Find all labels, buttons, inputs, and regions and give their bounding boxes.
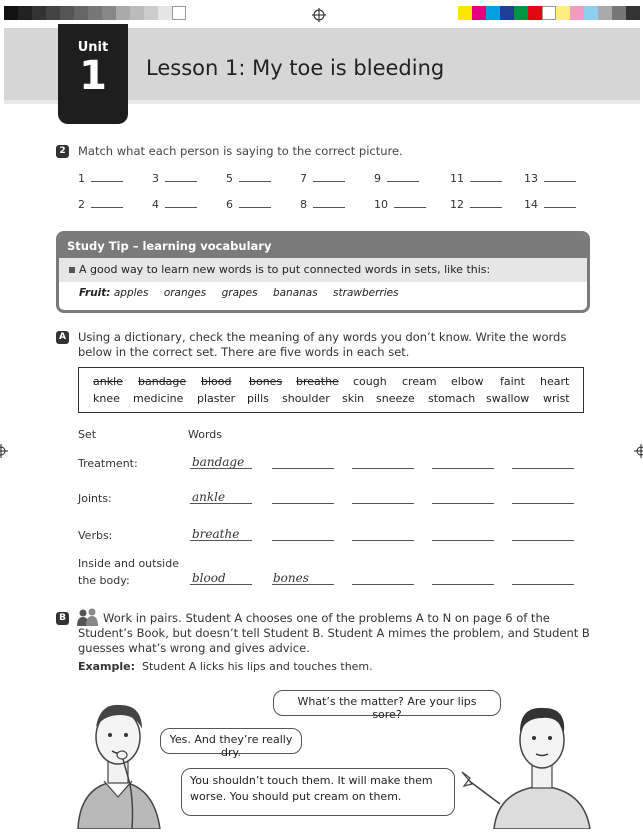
student-b-illustration bbox=[454, 700, 614, 833]
answer-line[interactable] bbox=[190, 503, 252, 504]
answer-line[interactable] bbox=[512, 503, 574, 504]
answer-line[interactable] bbox=[190, 468, 252, 469]
word-bank-word: blood bbox=[201, 375, 232, 388]
answer-line[interactable] bbox=[432, 503, 494, 504]
speech-bubble-reply bbox=[160, 728, 302, 759]
exercise-2-badge: 2 bbox=[56, 145, 69, 158]
answer-line[interactable] bbox=[432, 468, 494, 469]
exercise-b-badge: B bbox=[56, 612, 69, 625]
answer-line[interactable] bbox=[432, 584, 494, 585]
word-bank-word: stomach bbox=[428, 392, 476, 405]
answer-line[interactable] bbox=[272, 503, 334, 504]
exercise-a-instruction-2: below in the correct set. There are five words in each set. bbox=[78, 345, 410, 359]
word-bank-word: swallow bbox=[486, 392, 530, 405]
word-bank-word: wrist bbox=[543, 392, 570, 405]
word-bank-word: heart bbox=[540, 375, 570, 388]
answer-blank[interactable]: 5 bbox=[226, 171, 271, 185]
answer-blank[interactable]: 10 bbox=[374, 197, 426, 211]
answer-blank[interactable]: 11 bbox=[450, 171, 502, 185]
handwritten-answer: breathe bbox=[192, 527, 240, 541]
exercise-2-instruction: Match what each person is saying to the correct picture. bbox=[78, 144, 403, 158]
print-color-bar bbox=[458, 6, 640, 20]
answer-line[interactable] bbox=[352, 540, 414, 541]
bubble-advice-line-2: worse. You should put cream on them. bbox=[190, 790, 402, 803]
speech-bubble-question bbox=[273, 690, 501, 721]
registration-mark-icon bbox=[0, 443, 8, 462]
fruit-word: strawberries bbox=[333, 287, 399, 299]
unit-tab bbox=[58, 24, 128, 124]
answer-blank[interactable]: 9 bbox=[374, 171, 419, 185]
fruit-label: Fruit: bbox=[79, 287, 111, 299]
unit-number: 1 bbox=[79, 53, 107, 99]
answer-blank[interactable]: 4 bbox=[152, 197, 197, 211]
word-bank-word: sneeze bbox=[376, 392, 415, 405]
word-bank-word: skin bbox=[342, 392, 365, 405]
answer-line[interactable] bbox=[190, 540, 252, 541]
example-line bbox=[78, 660, 373, 673]
word-bank-word: bones bbox=[249, 375, 283, 388]
answer-blank[interactable]: 13 bbox=[524, 171, 576, 185]
bubble-question-text: What’s the matter? Are your lips sore? bbox=[297, 695, 477, 721]
column-header-words: Words bbox=[188, 428, 223, 441]
word-bank-word: cream bbox=[402, 375, 437, 388]
answer-blank[interactable]: 2 bbox=[78, 197, 123, 211]
word-bank-word: medicine bbox=[133, 392, 184, 405]
handwritten-answer: ankle bbox=[192, 490, 226, 504]
answer-blank[interactable]: 1 bbox=[78, 171, 123, 185]
fruit-example bbox=[79, 287, 411, 299]
fruit-word: bananas bbox=[272, 287, 318, 299]
set-label: the body: bbox=[78, 574, 130, 587]
handwritten-answer: blood bbox=[192, 571, 226, 585]
word-bank bbox=[78, 367, 584, 413]
word-bank-word: ankle bbox=[93, 375, 123, 388]
answer-blank[interactable]: 14 bbox=[524, 197, 576, 211]
answer-line[interactable] bbox=[272, 584, 334, 585]
answer-line[interactable] bbox=[272, 540, 334, 541]
registration-mark-icon bbox=[312, 7, 326, 26]
word-bank-word: faint bbox=[500, 375, 525, 388]
fruit-word: oranges bbox=[163, 287, 207, 299]
answer-blank[interactable]: 12 bbox=[450, 197, 502, 211]
registration-mark-icon bbox=[634, 443, 643, 462]
example-text: Student A licks his lips and touches them. bbox=[142, 660, 373, 673]
answer-blank[interactable]: 7 bbox=[300, 171, 345, 185]
word-bank-word: bandage bbox=[138, 375, 187, 388]
set-label: Treatment: bbox=[78, 457, 138, 470]
answer-blank[interactable]: 3 bbox=[152, 171, 197, 185]
study-tip-box bbox=[56, 231, 590, 313]
speech-bubble-advice bbox=[181, 768, 455, 816]
answer-line[interactable] bbox=[432, 540, 494, 541]
answer-line[interactable] bbox=[512, 584, 574, 585]
set-label: Inside and outside bbox=[78, 557, 179, 570]
student-a-illustration bbox=[70, 697, 166, 833]
word-bank-word: breathe bbox=[296, 375, 339, 388]
fruit-word: apples bbox=[113, 287, 149, 299]
bubble-advice-line-1: You shouldn’t touch them. It will make them bbox=[190, 774, 433, 787]
bubble-reply-text: Yes. And they’re really dry. bbox=[169, 733, 293, 759]
page-title: Lesson 1: My toe is bleeding bbox=[146, 56, 445, 80]
exercise-a-badge: A bbox=[56, 331, 69, 344]
study-tip-heading: Study Tip – learning vocabulary bbox=[59, 234, 587, 258]
study-tip-text: A good way to learn new words is to put connected words in sets, like this: bbox=[79, 263, 491, 276]
set-label: Verbs: bbox=[78, 529, 113, 542]
word-bank-word: plaster bbox=[197, 392, 236, 405]
answer-line[interactable] bbox=[512, 468, 574, 469]
exercise-a-instruction-1: Using a dictionary, check the meaning of any words you don’t know. Write the words bbox=[78, 330, 567, 344]
answer-blank[interactable]: 6 bbox=[226, 197, 271, 211]
word-bank-word: cough bbox=[353, 375, 387, 388]
exercise-b-line-3: guesses what’s wrong and gives advice. bbox=[78, 641, 310, 655]
answer-line[interactable] bbox=[352, 584, 414, 585]
word-bank-word: shoulder bbox=[282, 392, 330, 405]
exercise-b-line-1: Work in pairs. Student A chooses one of the problems A to N on page 6 of the bbox=[103, 611, 550, 625]
bullet-icon bbox=[69, 267, 75, 273]
handwritten-answer: bones bbox=[273, 571, 309, 585]
answer-blank[interactable]: 8 bbox=[300, 197, 345, 211]
answer-line[interactable] bbox=[352, 503, 414, 504]
word-bank-word: knee bbox=[93, 392, 120, 405]
word-bank-word: pills bbox=[247, 392, 269, 405]
set-label: Joints: bbox=[78, 492, 112, 505]
unit-label: Unit bbox=[77, 40, 109, 55]
answer-line[interactable] bbox=[352, 468, 414, 469]
example-label: Example: bbox=[78, 660, 135, 673]
fruit-word: grapes bbox=[221, 287, 258, 299]
exercise-b-line-2: Student’s Book, but doesn’t tell Student B. Student A mimes the problem, and Student B bbox=[78, 626, 590, 640]
print-greyscale-bar bbox=[4, 6, 184, 20]
handwritten-answer: bandage bbox=[192, 455, 245, 469]
answer-line[interactable] bbox=[272, 468, 334, 469]
answer-line[interactable] bbox=[512, 540, 574, 541]
answer-line[interactable] bbox=[190, 584, 252, 585]
column-header-set: Set bbox=[78, 428, 97, 441]
word-bank-word: elbow bbox=[451, 375, 484, 388]
